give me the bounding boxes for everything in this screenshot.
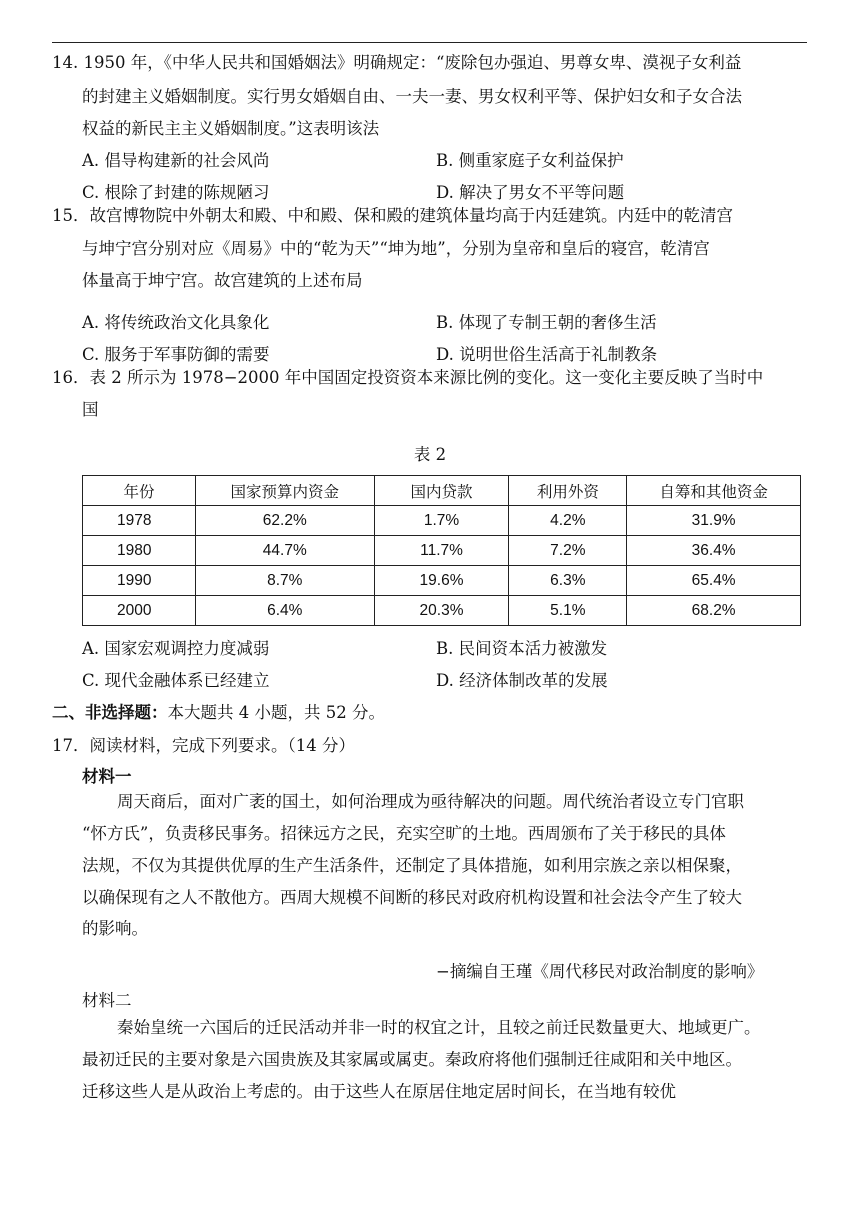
table-header-row: [83, 476, 801, 506]
q15-option-c: C. 服务于军事防御的需要: [82, 345, 270, 364]
table-caption: 表 2: [413, 445, 447, 464]
material2-line: 秦始皇统一六国后的迁民活动并非一时的权宜之计，且较之前迁民数量更大、地域更广。: [117, 1018, 761, 1037]
table-header-cell: 年份: [83, 476, 196, 506]
q15-option-d: D. 说明世俗生活高于礼制教条: [436, 345, 658, 364]
q16-option-a: A. 国家宏观调控力度减弱: [82, 639, 270, 658]
table-cell-year: 1978: [83, 506, 196, 536]
q15-option-a: A. 将传统政治文化具象化: [82, 313, 270, 332]
material2-line: 迁移这些人是从政治上考虑的。由于这些人在原居住地定居时间长，在当地有较优: [82, 1082, 676, 1101]
q16-option-b: B. 民间资本活力被激发: [436, 639, 608, 658]
table-cell: 7.2%: [509, 536, 627, 566]
section-heading: [52, 702, 385, 724]
material1-source: −摘编自王瑾《周代移民对政治制度的影响》: [436, 962, 764, 981]
table-header-cell: 自筹和其他资金: [627, 476, 801, 506]
q16-stem-line: 国: [82, 400, 99, 419]
q14-stem-line: 14. 1950 年，《中华人民共和国婚姻法》明确规定：“废除包办强迫、男尊女卑、漠视子女利益: [52, 53, 742, 72]
table-row: [83, 596, 801, 626]
table-row: [83, 536, 801, 566]
material2-line: 最初迁民的主要对象是六国贵族及其家属或属吏。秦政府将他们强制迁往咸阳和关中地区。: [82, 1050, 742, 1069]
table-header-cell: 利用外资: [509, 476, 627, 506]
table-cell: 5.1%: [509, 596, 627, 626]
q17-stem: 17．阅读材料，完成下列要求。（14 分）: [52, 736, 355, 755]
material1-title: 材料一: [82, 767, 132, 786]
capital-source-table: [82, 475, 801, 626]
table-cell: 6.3%: [509, 566, 627, 596]
q14-stem-line: 的封建主义婚姻制度。实行男女婚姻自由、一夫一妻、男女权利平等、保护妇女和子女合法: [82, 87, 742, 106]
table-header-cell: 国内贷款: [374, 476, 509, 506]
table-header-cell: 国家预算内资金: [195, 476, 374, 506]
section-desc: 本大题共 4 小题，共 52 分。: [167, 703, 385, 722]
table-cell-year: 2000: [83, 596, 196, 626]
q14-option-c: C. 根除了封建的陈规陋习: [82, 183, 270, 202]
material1-line: 以确保现有之人不散他方。西周大规模不间断的移民对政府机构设置和社会法令产生了较大: [82, 888, 742, 907]
table-cell: 36.4%: [627, 536, 801, 566]
table-cell: 62.2%: [195, 506, 374, 536]
header-rule: [52, 42, 807, 43]
table-cell: 19.6%: [374, 566, 509, 596]
material1-line: 周天商后，面对广袤的国土，如何治理成为亟待解决的问题。周代统治者设立专门官职: [117, 792, 744, 811]
table-cell-year: 1990: [83, 566, 196, 596]
q15-option-b: B. 体现了专制王朝的奢侈生活: [436, 313, 657, 332]
q16-stem-line: 16．表 2 所示为 1978−2000 年中国固定投资资本来源比例的变化。这一变化主要反映了当时中: [52, 368, 764, 387]
q14-option-d: D. 解决了男女不平等问题: [436, 183, 625, 202]
q15-stem-line: 与坤宁宫分别对应《周易》中的“乾为天”“坤为地”，分别为皇帝和皇后的寝宫，乾清宫: [82, 239, 710, 258]
q16-option-c: C. 现代金融体系已经建立: [82, 671, 270, 690]
table-cell: 4.2%: [509, 506, 627, 536]
q14-stem-line: 权益的新民主主义婚姻制度。”这表明该法: [82, 119, 380, 138]
table-cell: 11.7%: [374, 536, 509, 566]
section-title: 二、非选择题：: [52, 703, 168, 722]
material1-line: “怀方氏”，负责移民事务。招徕远方之民，充实空旷的土地。西周颁布了关于移民的具体: [82, 824, 726, 843]
table-cell-year: 1980: [83, 536, 196, 566]
table-cell: 68.2%: [627, 596, 801, 626]
material2-title: 材料二: [82, 991, 132, 1010]
material1-line: 法规，不仅为其提供优厚的生产生活条件，还制定了具体措施，如利用宗族之亲以相保聚，: [82, 856, 742, 875]
table-cell: 44.7%: [195, 536, 374, 566]
table-cell: 1.7%: [374, 506, 509, 536]
table-cell: 8.7%: [195, 566, 374, 596]
material1-line: 的影响。: [82, 919, 148, 938]
q14-option-b: B. 侧重家庭子女利益保护: [436, 151, 624, 170]
q16-option-d: D. 经济体制改革的发展: [436, 671, 608, 690]
q15-stem-line: 15．故宫博物院中外朝太和殿、中和殿、保和殿的建筑体量均高于内廷建筑。内廷中的乾清宫: [52, 206, 733, 225]
table-row: [83, 506, 801, 536]
table-cell: 31.9%: [627, 506, 801, 536]
q14-option-a: A. 倡导构建新的社会风尚: [82, 151, 270, 170]
table-row: [83, 566, 801, 596]
table-cell: 20.3%: [374, 596, 509, 626]
q15-stem-line: 体量高于坤宁宫。故宫建筑的上述布局: [82, 271, 363, 290]
table-cell: 6.4%: [195, 596, 374, 626]
table-cell: 65.4%: [627, 566, 801, 596]
